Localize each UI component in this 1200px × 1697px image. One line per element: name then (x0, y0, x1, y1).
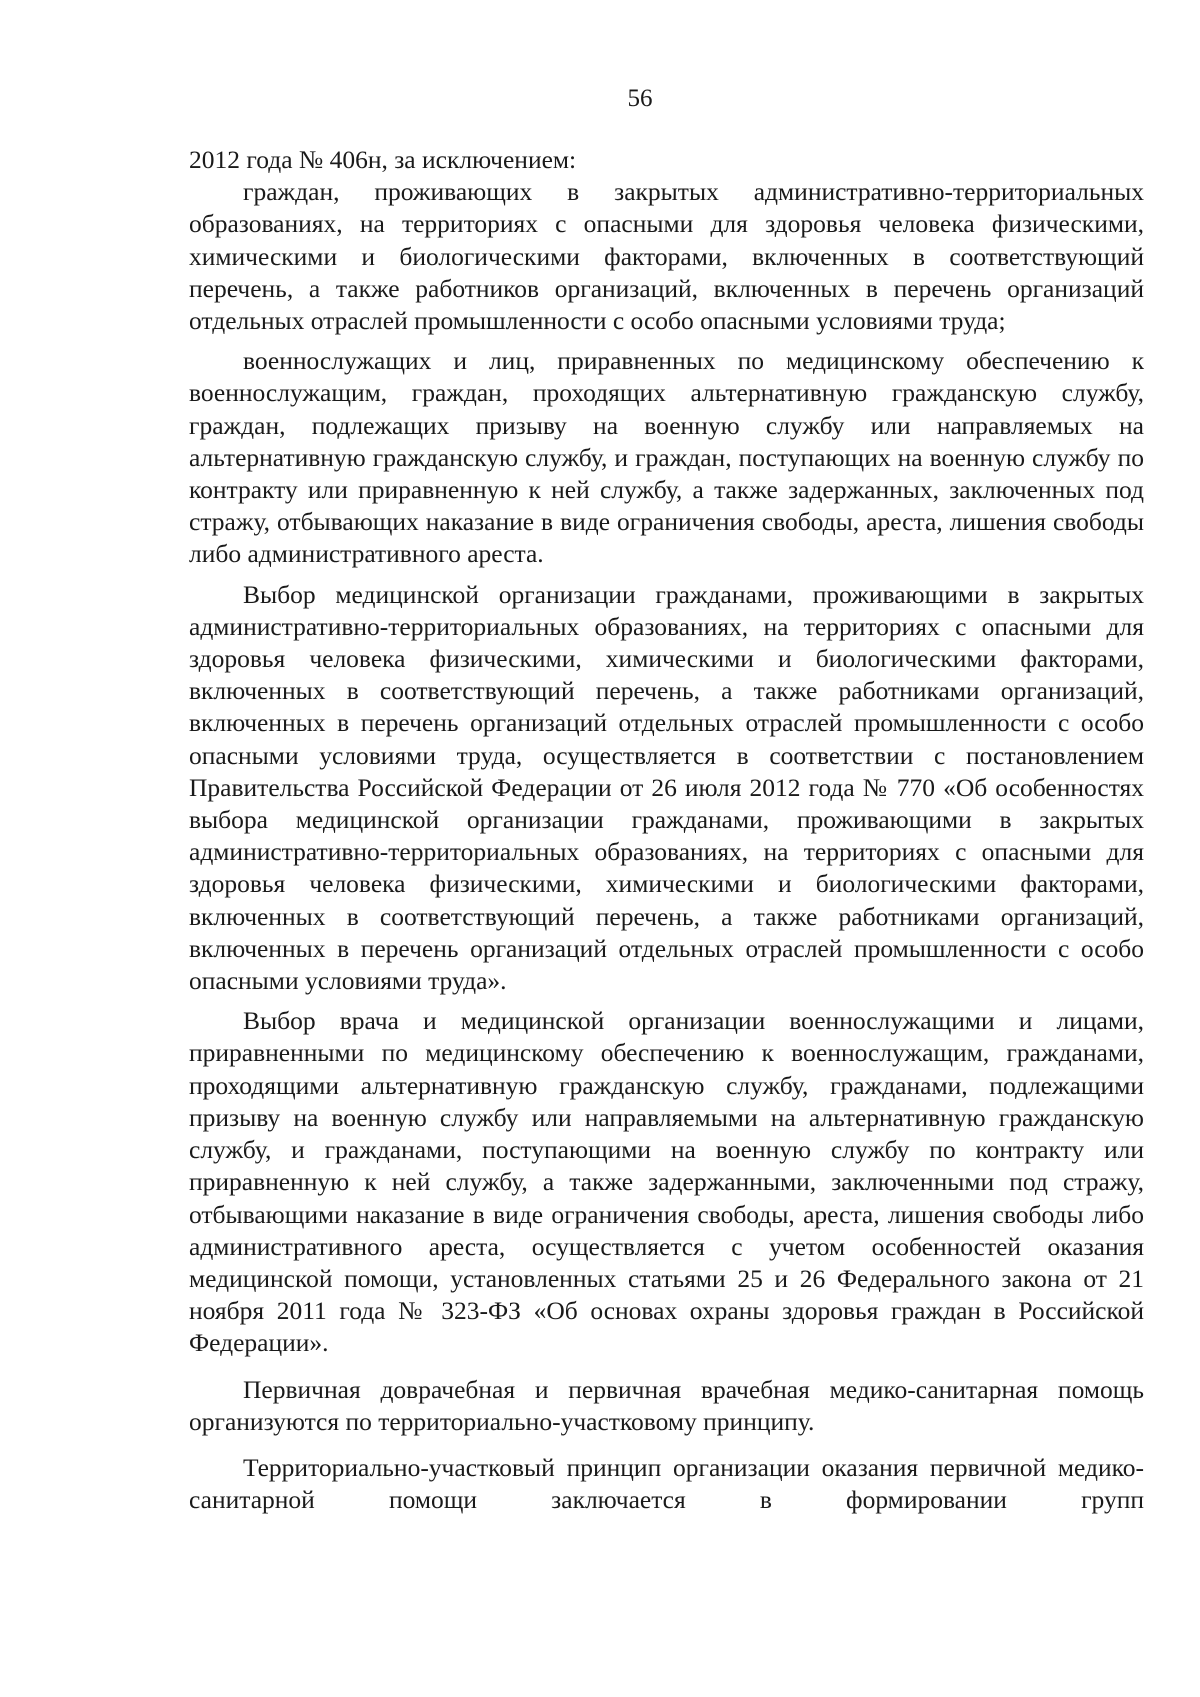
paragraph-exception-military: военнослужащих и лиц, приравненных по медицинскому обеспечению к военнослужащим, граждан, проходящих альтернативную гражданскую службу, граждан, подлежащих призыву на военную службу или направляемых на альтернативную гражданскую службу, и граждан, поступающих на военную службу по контракту или приравненную к ней службу, а также задержанных, заключенных под стражу, отбывающих наказание в виде ограничения свободы, ареста, лишения свободы либо административного ареста. (189, 346, 1144, 569)
paragraph-territorial-principle: Территориально-участковый принцип организации оказания первичной медико-санитарной помощи заключается в формировании групп (189, 1452, 1144, 1515)
paragraph-continuation: 2012 года № 406н, за исключением: (189, 145, 577, 174)
paragraph-choice-military: Выбор врача и медицинской организации военнослужащими и лицами, приравненными по медицинскому обеспечению к военнослужащим, гражданами, проходящими альтернативную гражданскую службу, гражданами, подлежащими призыву на военную службу или направляемыми на альтернативную гражданскую службу, и гражданами, поступающими на военную службу по контракту или приравненную к ней службу, а также задержанными, заключенными под стражу, отбывающими наказание в виде ограничения свободы, ареста, лишения свободы либо административного ареста, осуществляется с учетом особенностей оказания медицинской помощи, установленных статьями 25 и 26 Федерального закона от 21 ноября 2011 года № 323-ФЗ «Об основах охраны здоровья граждан в Российской Федерации». (189, 1006, 1144, 1358)
paragraph-choice-closed-territories: Выбор медицинской организации гражданами, проживающими в закрытых административно-территориальных образованиях, на территориях с опасными для здоровья человека физическими, химическими и биологическими факторами, включенных в соответствующий перечень, а также работниками организаций, включенных в перечень организаций отдельных отраслей промышленности с особо опасными условиями труда, осуществляется в соответствии с постановлением Правительства Российской Федерации от 26 июля 2012 года № 770 «Об особенностях выбора медицинской организации гражданами, проживающими в закрытых административно-территориальных образованиях, на территориях с опасными для здоровья человека физическими, химическими и биологическими факторами, включенных в соответствующий перечень, а также работниками организаций, включенных в перечень организаций отдельных отраслей промышленности с особо опасными условиями труда». (189, 579, 1144, 996)
page-number: 56 (627, 85, 653, 112)
paragraph-exception-closed-territories: граждан, проживающих в закрытых административно-территориальных образованиях, на территориях с опасными для здоровья человека физическими, химическими и биологическими факторами, включенных в соответствующий перечень, а также работников организаций, включенных в перечень организаций отдельных отраслей промышленности с особо опасными условиями труда; (189, 177, 1144, 336)
paragraph-primary-care: Первичная доврачебная и первичная врачебная медико-санитарная помощь организуются по территориально-участковому принципу. (189, 1374, 1144, 1436)
document-body (189, 144, 1144, 1516)
